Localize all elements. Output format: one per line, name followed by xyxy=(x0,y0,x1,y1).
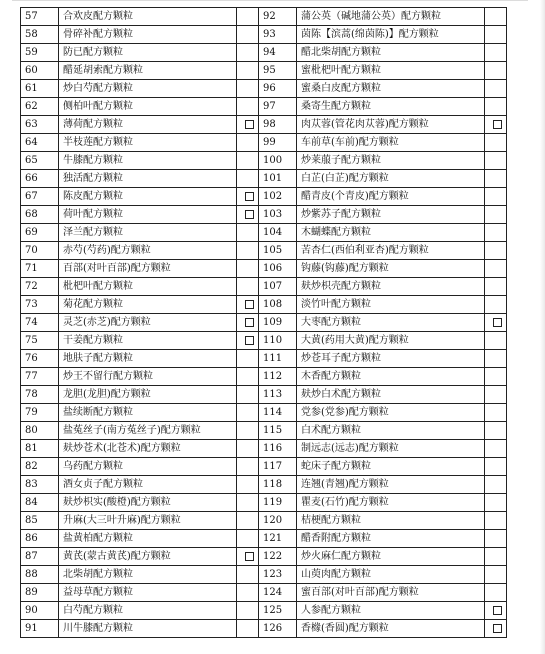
checkbox-square-icon[interactable] xyxy=(245,318,254,327)
row-number-left: 72 xyxy=(21,278,59,296)
checkbox-cell-right xyxy=(485,296,507,314)
row-number-left: 64 xyxy=(21,134,59,152)
checkbox-cell-right xyxy=(485,314,507,332)
table-row xyxy=(21,386,507,404)
table-row xyxy=(21,602,507,620)
checkbox-cell-left xyxy=(237,152,259,170)
item-name-right: 蜜百部(对叶百部)配方颗粒 xyxy=(297,584,485,602)
checkbox-cell-left xyxy=(237,8,259,26)
item-name-right: 醋青皮(个青皮)配方颗粒 xyxy=(297,188,485,206)
row-number-right: 110 xyxy=(259,332,297,350)
item-name-right: 白芷(白芷)配方颗粒 xyxy=(297,170,485,188)
row-number-left: 88 xyxy=(21,566,59,584)
checkbox-cell-right xyxy=(485,458,507,476)
item-name-left: 麸炒苍术(北苍术)配方颗粒 xyxy=(59,440,237,458)
item-name-left: 地肤子配方颗粒 xyxy=(59,350,237,368)
checkbox-cell-left xyxy=(237,80,259,98)
item-name-right: 淡竹叶配方颗粒 xyxy=(297,296,485,314)
checkbox-cell-right xyxy=(485,170,507,188)
item-name-left: 麸炒枳实(酸橙)配方颗粒 xyxy=(59,494,237,512)
checkbox-cell-left xyxy=(237,476,259,494)
table-row xyxy=(21,314,507,332)
checkbox-cell-right xyxy=(485,260,507,278)
table-row xyxy=(21,98,507,116)
table-row xyxy=(21,170,507,188)
row-number-left: 58 xyxy=(21,26,59,44)
row-number-left: 74 xyxy=(21,314,59,332)
checkbox-cell-right xyxy=(485,134,507,152)
table-row xyxy=(21,134,507,152)
item-name-right: 钩藤(钩藤)配方颗粒 xyxy=(297,260,485,278)
row-number-left: 89 xyxy=(21,584,59,602)
item-name-left: 北柴胡配方颗粒 xyxy=(59,566,237,584)
checkbox-cell-right xyxy=(485,278,507,296)
item-name-right: 制远志(远志)配方颗粒 xyxy=(297,440,485,458)
item-name-right: 桑寄生配方颗粒 xyxy=(297,98,485,116)
row-number-left: 73 xyxy=(21,296,59,314)
row-number-left: 70 xyxy=(21,242,59,260)
row-number-right: 92 xyxy=(259,8,297,26)
row-number-left: 85 xyxy=(21,512,59,530)
row-number-left: 69 xyxy=(21,224,59,242)
table-row xyxy=(21,368,507,386)
checkbox-cell-right xyxy=(485,116,507,134)
item-name-right: 蜜桑白皮配方颗粒 xyxy=(297,80,485,98)
checkbox-square-icon[interactable] xyxy=(493,318,502,327)
row-number-right: 105 xyxy=(259,242,297,260)
checkbox-cell-left xyxy=(237,602,259,620)
row-number-right: 119 xyxy=(259,494,297,512)
checkbox-cell-left xyxy=(237,62,259,80)
item-name-left: 陈皮配方颗粒 xyxy=(59,188,237,206)
granule-list-table xyxy=(20,7,507,638)
row-number-right: 122 xyxy=(259,548,297,566)
checkbox-cell-right xyxy=(485,548,507,566)
row-number-left: 60 xyxy=(21,62,59,80)
table-row xyxy=(21,278,507,296)
table-row xyxy=(21,566,507,584)
table-row xyxy=(21,494,507,512)
checkbox-cell-right xyxy=(485,602,507,620)
item-name-left: 骨碎补配方颗粒 xyxy=(59,26,237,44)
row-number-right: 113 xyxy=(259,386,297,404)
item-name-right: 醋香附配方颗粒 xyxy=(297,530,485,548)
checkbox-cell-left xyxy=(237,494,259,512)
item-name-right: 炒苍耳子配方颗粒 xyxy=(297,350,485,368)
checkbox-cell-right xyxy=(485,494,507,512)
row-number-left: 90 xyxy=(21,602,59,620)
row-number-left: 66 xyxy=(21,170,59,188)
table-row xyxy=(21,188,507,206)
item-name-left: 升麻(大三叶升麻)配方颗粒 xyxy=(59,512,237,530)
item-name-right: 蜜枇杷叶配方颗粒 xyxy=(297,62,485,80)
row-number-left: 91 xyxy=(21,620,59,638)
checkbox-cell-right xyxy=(485,386,507,404)
table-row xyxy=(21,332,507,350)
row-number-right: 93 xyxy=(259,26,297,44)
checkbox-cell-right xyxy=(485,566,507,584)
item-name-right: 车前草(车前)配方颗粒 xyxy=(297,134,485,152)
checkbox-square-icon[interactable] xyxy=(245,192,254,201)
item-name-left: 盐黄柏配方颗粒 xyxy=(59,530,237,548)
row-number-left: 87 xyxy=(21,548,59,566)
table-row xyxy=(21,80,507,98)
row-number-left: 81 xyxy=(21,440,59,458)
row-number-left: 82 xyxy=(21,458,59,476)
row-number-right: 101 xyxy=(259,170,297,188)
checkbox-square-icon[interactable] xyxy=(493,120,502,129)
row-number-right: 118 xyxy=(259,476,297,494)
item-name-left: 黄芪(蒙古黄芪)配方颗粒 xyxy=(59,548,237,566)
row-number-right: 124 xyxy=(259,584,297,602)
item-name-left: 荷叶配方颗粒 xyxy=(59,206,237,224)
item-name-left: 菊花配方颗粒 xyxy=(59,296,237,314)
checkbox-square-icon[interactable] xyxy=(245,210,254,219)
table-row xyxy=(21,584,507,602)
row-number-right: 112 xyxy=(259,368,297,386)
checkbox-cell-left xyxy=(237,44,259,62)
table-row xyxy=(21,404,507,422)
table-row xyxy=(21,152,507,170)
table-row xyxy=(21,296,507,314)
checkbox-cell-right xyxy=(485,350,507,368)
table-row xyxy=(21,224,507,242)
row-number-right: 115 xyxy=(259,422,297,440)
item-name-left: 赤芍(芍药)配方颗粒 xyxy=(59,242,237,260)
table-row xyxy=(21,422,507,440)
row-number-right: 107 xyxy=(259,278,297,296)
checkbox-cell-left xyxy=(237,26,259,44)
item-name-right: 麸炒白术配方颗粒 xyxy=(297,386,485,404)
row-number-left: 83 xyxy=(21,476,59,494)
item-name-left: 薄荷配方颗粒 xyxy=(59,116,237,134)
checkbox-cell-right xyxy=(485,224,507,242)
row-number-left: 61 xyxy=(21,80,59,98)
item-name-right: 木蝴蝶配方颗粒 xyxy=(297,224,485,242)
item-name-left: 龙胆(龙胆)配方颗粒 xyxy=(59,386,237,404)
checkbox-cell-left xyxy=(237,548,259,566)
checkbox-cell-right xyxy=(485,98,507,116)
row-number-left: 79 xyxy=(21,404,59,422)
row-number-right: 121 xyxy=(259,530,297,548)
checkbox-cell-left xyxy=(237,278,259,296)
row-number-left: 84 xyxy=(21,494,59,512)
checkbox-cell-left xyxy=(237,584,259,602)
row-number-left: 57 xyxy=(21,8,59,26)
item-name-right: 蛇床子配方颗粒 xyxy=(297,458,485,476)
item-name-right: 茵陈【滨蒿(绵茵陈)】配方颗粒 xyxy=(297,26,485,44)
item-name-right: 党参(党参)配方颗粒 xyxy=(297,404,485,422)
row-number-right: 100 xyxy=(259,152,297,170)
item-name-left: 半枝莲配方颗粒 xyxy=(59,134,237,152)
row-number-right: 125 xyxy=(259,602,297,620)
item-name-right: 炒紫苏子配方颗粒 xyxy=(297,206,485,224)
checkbox-square-icon[interactable] xyxy=(245,336,254,345)
item-name-right: 连翘(青翘)配方颗粒 xyxy=(297,476,485,494)
item-name-left: 益母草配方颗粒 xyxy=(59,584,237,602)
table-row xyxy=(21,620,507,638)
checkbox-square-icon[interactable] xyxy=(245,120,254,129)
item-name-right: 人参配方颗粒 xyxy=(297,602,485,620)
checkbox-cell-right xyxy=(485,26,507,44)
checkbox-square-icon[interactable] xyxy=(493,624,502,633)
item-name-left: 白芍配方颗粒 xyxy=(59,602,237,620)
checkbox-cell-left xyxy=(237,314,259,332)
row-number-left: 59 xyxy=(21,44,59,62)
checkbox-cell-right xyxy=(485,440,507,458)
item-name-right: 醋北柴胡配方颗粒 xyxy=(297,44,485,62)
item-name-right: 大枣配方颗粒 xyxy=(297,314,485,332)
table-row xyxy=(21,512,507,530)
checkbox-cell-left xyxy=(237,260,259,278)
row-number-right: 114 xyxy=(259,404,297,422)
item-name-left: 盐菟丝子(南方菟丝子)配方颗粒 xyxy=(59,422,237,440)
row-number-right: 106 xyxy=(259,260,297,278)
table-row xyxy=(21,458,507,476)
checkbox-cell-right xyxy=(485,8,507,26)
item-name-left: 独活配方颗粒 xyxy=(59,170,237,188)
item-name-left: 醋延胡索配方颗粒 xyxy=(59,62,237,80)
checkbox-cell-right xyxy=(485,242,507,260)
checkbox-cell-left xyxy=(237,404,259,422)
checkbox-cell-left xyxy=(237,170,259,188)
table-body xyxy=(21,8,507,638)
row-number-left: 75 xyxy=(21,332,59,350)
table-row xyxy=(21,530,507,548)
checkbox-cell-right xyxy=(485,62,507,80)
top-border xyxy=(12,0,528,1)
row-number-right: 117 xyxy=(259,458,297,476)
row-number-right: 97 xyxy=(259,98,297,116)
row-number-left: 67 xyxy=(21,188,59,206)
row-number-left: 65 xyxy=(21,152,59,170)
checkbox-cell-right xyxy=(485,422,507,440)
item-name-right: 炒莱菔子配方颗粒 xyxy=(297,152,485,170)
row-number-right: 111 xyxy=(259,350,297,368)
item-name-left: 炒王不留行配方颗粒 xyxy=(59,368,237,386)
table-row xyxy=(21,350,507,368)
row-number-right: 104 xyxy=(259,224,297,242)
checkbox-cell-left xyxy=(237,350,259,368)
table-row xyxy=(21,116,507,134)
checkbox-cell-right xyxy=(485,584,507,602)
checkbox-cell-left xyxy=(237,296,259,314)
table-row xyxy=(21,62,507,80)
item-name-left: 川牛膝配方颗粒 xyxy=(59,620,237,638)
checkbox-cell-left xyxy=(237,188,259,206)
row-number-left: 62 xyxy=(21,98,59,116)
table-row xyxy=(21,476,507,494)
checkbox-cell-right xyxy=(485,368,507,386)
item-name-left: 合欢皮配方颗粒 xyxy=(59,8,237,26)
row-number-right: 94 xyxy=(259,44,297,62)
row-number-left: 71 xyxy=(21,260,59,278)
checkbox-cell-right xyxy=(485,512,507,530)
row-number-left: 63 xyxy=(21,116,59,134)
item-name-left: 盐续断配方颗粒 xyxy=(59,404,237,422)
checkbox-cell-right xyxy=(485,188,507,206)
row-number-left: 86 xyxy=(21,530,59,548)
item-name-right: 麸炒枳壳配方颗粒 xyxy=(297,278,485,296)
item-name-right: 桔梗配方颗粒 xyxy=(297,512,485,530)
row-number-right: 120 xyxy=(259,512,297,530)
checkbox-cell-left xyxy=(237,242,259,260)
item-name-right: 山萸肉配方颗粒 xyxy=(297,566,485,584)
checkbox-cell-left xyxy=(237,620,259,638)
checkbox-cell-left xyxy=(237,116,259,134)
table-row xyxy=(21,260,507,278)
checkbox-cell-left xyxy=(237,458,259,476)
checkbox-cell-right xyxy=(485,206,507,224)
row-number-right: 126 xyxy=(259,620,297,638)
checkbox-cell-left xyxy=(237,440,259,458)
row-number-left: 68 xyxy=(21,206,59,224)
checkbox-cell-left xyxy=(237,386,259,404)
checkbox-cell-right xyxy=(485,152,507,170)
checkbox-cell-left xyxy=(237,512,259,530)
checkbox-cell-left xyxy=(237,422,259,440)
item-name-left: 干姜配方颗粒 xyxy=(59,332,237,350)
checkbox-cell-right xyxy=(485,530,507,548)
item-name-right: 苦杏仁(西伯利亚杏)配方颗粒 xyxy=(297,242,485,260)
row-number-right: 109 xyxy=(259,314,297,332)
page-edge-shadow xyxy=(540,0,545,654)
item-name-left: 炒白芍配方颗粒 xyxy=(59,80,237,98)
table-row xyxy=(21,440,507,458)
item-name-right: 白术配方颗粒 xyxy=(297,422,485,440)
item-name-right: 炒火麻仁配方颗粒 xyxy=(297,548,485,566)
item-name-left: 酒女贞子配方颗粒 xyxy=(59,476,237,494)
table-row xyxy=(21,548,507,566)
table-row xyxy=(21,242,507,260)
item-name-left: 侧柏叶配方颗粒 xyxy=(59,98,237,116)
row-number-right: 116 xyxy=(259,440,297,458)
item-name-left: 牛膝配方颗粒 xyxy=(59,152,237,170)
item-name-right: 木香配方颗粒 xyxy=(297,368,485,386)
checkbox-square-icon[interactable] xyxy=(493,606,502,615)
row-number-right: 98 xyxy=(259,116,297,134)
checkbox-square-icon[interactable] xyxy=(245,552,254,561)
row-number-right: 103 xyxy=(259,206,297,224)
checkbox-cell-left xyxy=(237,566,259,584)
row-number-left: 76 xyxy=(21,350,59,368)
checkbox-cell-right xyxy=(485,476,507,494)
item-name-right: 肉苁蓉(管花肉苁蓉)配方颗粒 xyxy=(297,116,485,134)
row-number-right: 123 xyxy=(259,566,297,584)
table-row xyxy=(21,206,507,224)
checkbox-cell-left xyxy=(237,530,259,548)
checkbox-square-icon[interactable] xyxy=(245,300,254,309)
row-number-right: 95 xyxy=(259,62,297,80)
table-row xyxy=(21,44,507,62)
row-number-right: 108 xyxy=(259,296,297,314)
item-name-left: 灵芝(赤芝)配方颗粒 xyxy=(59,314,237,332)
checkbox-cell-left xyxy=(237,332,259,350)
item-name-left: 乌药配方颗粒 xyxy=(59,458,237,476)
table-row xyxy=(21,26,507,44)
checkbox-cell-left xyxy=(237,98,259,116)
table-row xyxy=(21,8,507,26)
checkbox-cell-right xyxy=(485,80,507,98)
item-name-left: 防已配方颗粒 xyxy=(59,44,237,62)
row-number-right: 102 xyxy=(259,188,297,206)
checkbox-cell-left xyxy=(237,368,259,386)
row-number-left: 77 xyxy=(21,368,59,386)
item-name-left: 枇杷叶配方颗粒 xyxy=(59,278,237,296)
checkbox-cell-right xyxy=(485,404,507,422)
checkbox-cell-right xyxy=(485,620,507,638)
item-name-right: 瞿麦(石竹)配方颗粒 xyxy=(297,494,485,512)
checkbox-cell-right xyxy=(485,332,507,350)
item-name-right: 大黄(药用大黄)配方颗粒 xyxy=(297,332,485,350)
checkbox-cell-left xyxy=(237,206,259,224)
row-number-left: 78 xyxy=(21,386,59,404)
checkbox-cell-right xyxy=(485,44,507,62)
checkbox-cell-left xyxy=(237,224,259,242)
row-number-left: 80 xyxy=(21,422,59,440)
row-number-right: 96 xyxy=(259,80,297,98)
item-name-right: 香橼(香圆)配方颗粒 xyxy=(297,620,485,638)
item-name-left: 泽兰配方颗粒 xyxy=(59,224,237,242)
item-name-right: 蒲公英（碱地蒲公英）配方颗粒 xyxy=(297,8,485,26)
row-number-right: 99 xyxy=(259,134,297,152)
checkbox-cell-left xyxy=(237,134,259,152)
item-name-left: 百部(对叶百部)配方颗粒 xyxy=(59,260,237,278)
